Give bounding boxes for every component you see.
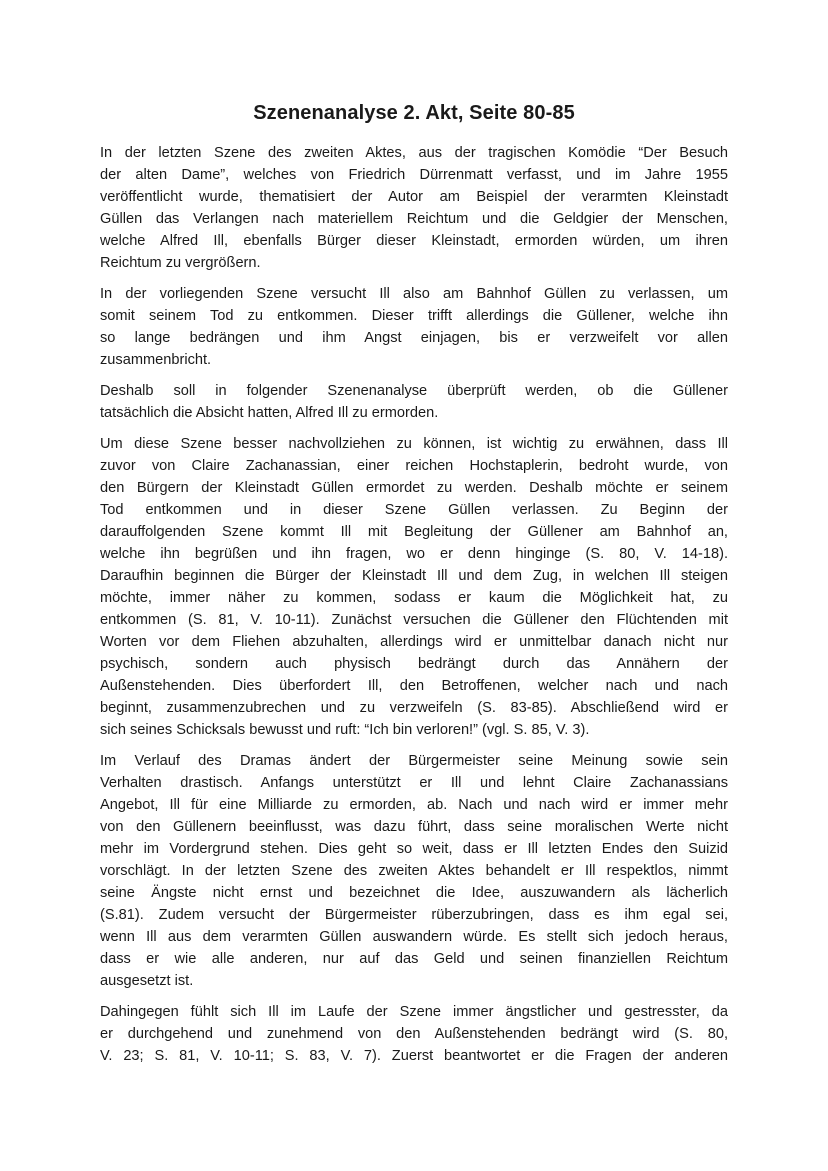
text-line: welche ihn begrüßen und ihn fragen, wo er denn hinginge (S. 80, V. 14-18). bbox=[100, 546, 728, 562]
text-line: Angebot, Ill für eine Milliarde zu ermorden, ab. Nach und nach wird er immer mehr bbox=[100, 797, 728, 813]
text-line: der alten Dame”, welches von Friedrich Dürrenmatt verfasst, und im Jahre 1955 bbox=[100, 167, 728, 183]
document-body bbox=[100, 142, 728, 1076]
text-line: In der letzten Szene des zweiten Aktes, aus der tragischen Komödie “Der Besuch bbox=[100, 145, 728, 161]
page-title: Szenenanalyse 2. Akt, Seite 80-85 bbox=[253, 102, 575, 124]
text-line: sich seines Schicksals bewusst und ruft: “Ich bin verloren!” (vgl. S. 85, V. 3). bbox=[100, 722, 590, 738]
text-line: psychisch, sondern auch physisch bedrängt durch das Annähern der bbox=[100, 656, 728, 672]
text-line: Verhalten drastisch. Anfangs unterstützt er Ill und lehnt Claire Zachanassians bbox=[100, 775, 728, 791]
text-line: vorschlägt. In der letzten Szene des zweiten Aktes behandelt er Ill respektlos, nimmt bbox=[100, 863, 728, 879]
text-line: V. 23; S. 81, V. 10-11; S. 83, V. 7). Zuerst beantwortet er die Fragen der anderen bbox=[100, 1048, 728, 1064]
text-line: ausgesetzt ist. bbox=[100, 973, 194, 989]
text-line: welche Alfred Ill, ebenfalls Bürger dieser Kleinstadt, ermorden würden, um ihren bbox=[100, 233, 728, 249]
paragraph bbox=[100, 380, 728, 424]
text-line: den Bürgern der Kleinstadt Güllen ermordet zu werden. Deshalb möchte er seinem bbox=[100, 480, 728, 496]
paragraph bbox=[100, 1001, 728, 1067]
paragraph bbox=[100, 750, 728, 992]
text-line: somit seinem Tod zu entkommen. Dieser trifft allerdings die Güllener, welche ihn bbox=[100, 308, 728, 324]
text-line: Tod entkommen und in dieser Szene Güllen verlassen. Zu Beginn der bbox=[100, 502, 728, 518]
text-line: mehr im Vordergrund stehen. Dies geht so weit, dass er Ill letzten Endes den Suizid bbox=[100, 841, 728, 857]
text-line: zuvor von Claire Zachanassian, einer reichen Hochstaplerin, bedroht wurde, von bbox=[100, 458, 728, 474]
text-line: entkommen (S. 81, V. 10-11). Zunächst versuchen die Güllener den Flüchtenden mit bbox=[100, 612, 728, 628]
text-line: von den Güllenern beeinflusst, was dazu führt, dass seine moralischen Werte nicht bbox=[100, 819, 728, 835]
text-line: so lange bedrängen und ihm Angst einjagen, bis er verzweifelt vor allen bbox=[100, 330, 728, 346]
text-line: darauffolgenden Szene kommt Ill mit Begleitung der Güllener am Bahnhof an, bbox=[100, 524, 728, 540]
text-line: Im Verlauf des Dramas ändert der Bürgermeister seine Meinung sowie sein bbox=[100, 753, 728, 769]
paragraph bbox=[100, 283, 728, 371]
text-line: Um diese Szene besser nachvollziehen zu können, ist wichtig zu erwähnen, dass Ill bbox=[100, 436, 728, 452]
text-line: Deshalb soll in folgender Szenenanalyse überprüft werden, ob die Güllener bbox=[100, 383, 728, 399]
text-line: zusammenbricht. bbox=[100, 352, 212, 368]
text-line: Reichtum zu vergrößern. bbox=[100, 255, 261, 271]
text-line: Güllen das Verlangen nach materiellem Reichtum und die Geldgier der Menschen, bbox=[100, 211, 728, 227]
paragraph bbox=[100, 142, 728, 274]
text-line: er durchgehend und zunehmend von den Außenstehenden bedrängt wird (S. 80, bbox=[100, 1026, 728, 1042]
text-line: tatsächlich die Absicht hatten, Alfred Ill zu ermorden. bbox=[100, 405, 439, 421]
text-line: dass er wie alle anderen, nur auf das Geld und seinen finanziellen Reichtum bbox=[100, 951, 728, 967]
text-line: möchte, immer näher zu kommen, sodass er kaum die Möglichkeit hat, zu bbox=[100, 590, 728, 606]
paragraph bbox=[100, 433, 728, 741]
text-line: wenn Ill aus dem verarmten Güllen auswandern würde. Es stellt sich jedoch heraus, bbox=[100, 929, 728, 945]
text-line: (S.81). Zudem versucht der Bürgermeister rüberzubringen, dass es ihm egal sei, bbox=[100, 907, 728, 923]
text-line: Daraufhin beginnen die Bürger der Kleinstadt Ill und dem Zug, in welchen Ill steigen bbox=[100, 568, 728, 584]
text-line: In der vorliegenden Szene versucht Ill also am Bahnhof Güllen zu verlassen, um bbox=[100, 286, 728, 302]
text-line: veröffentlicht wurde, thematisiert der Autor am Beispiel der verarmten Kleinstadt bbox=[100, 189, 728, 205]
text-line: Außenstehenden. Dies überfordert Ill, den Betroffenen, welcher nach und nach bbox=[100, 678, 728, 694]
text-line: Worten vor dem Fliehen abzuhalten, allerdings wird er unmittelbar danach nicht nur bbox=[100, 634, 728, 650]
text-line: beginnt, zusammenzubrechen und zu verzweifeln (S. 83-85). Abschließend wird er bbox=[100, 700, 728, 716]
text-line: seine Ängste nicht ernst und bezeichnet die Idee, auszuwandern als lächerlich bbox=[100, 885, 728, 901]
text-line: Dahingegen fühlt sich Ill im Laufe der Szene immer ängstlicher und gestresster, da bbox=[100, 1004, 728, 1020]
